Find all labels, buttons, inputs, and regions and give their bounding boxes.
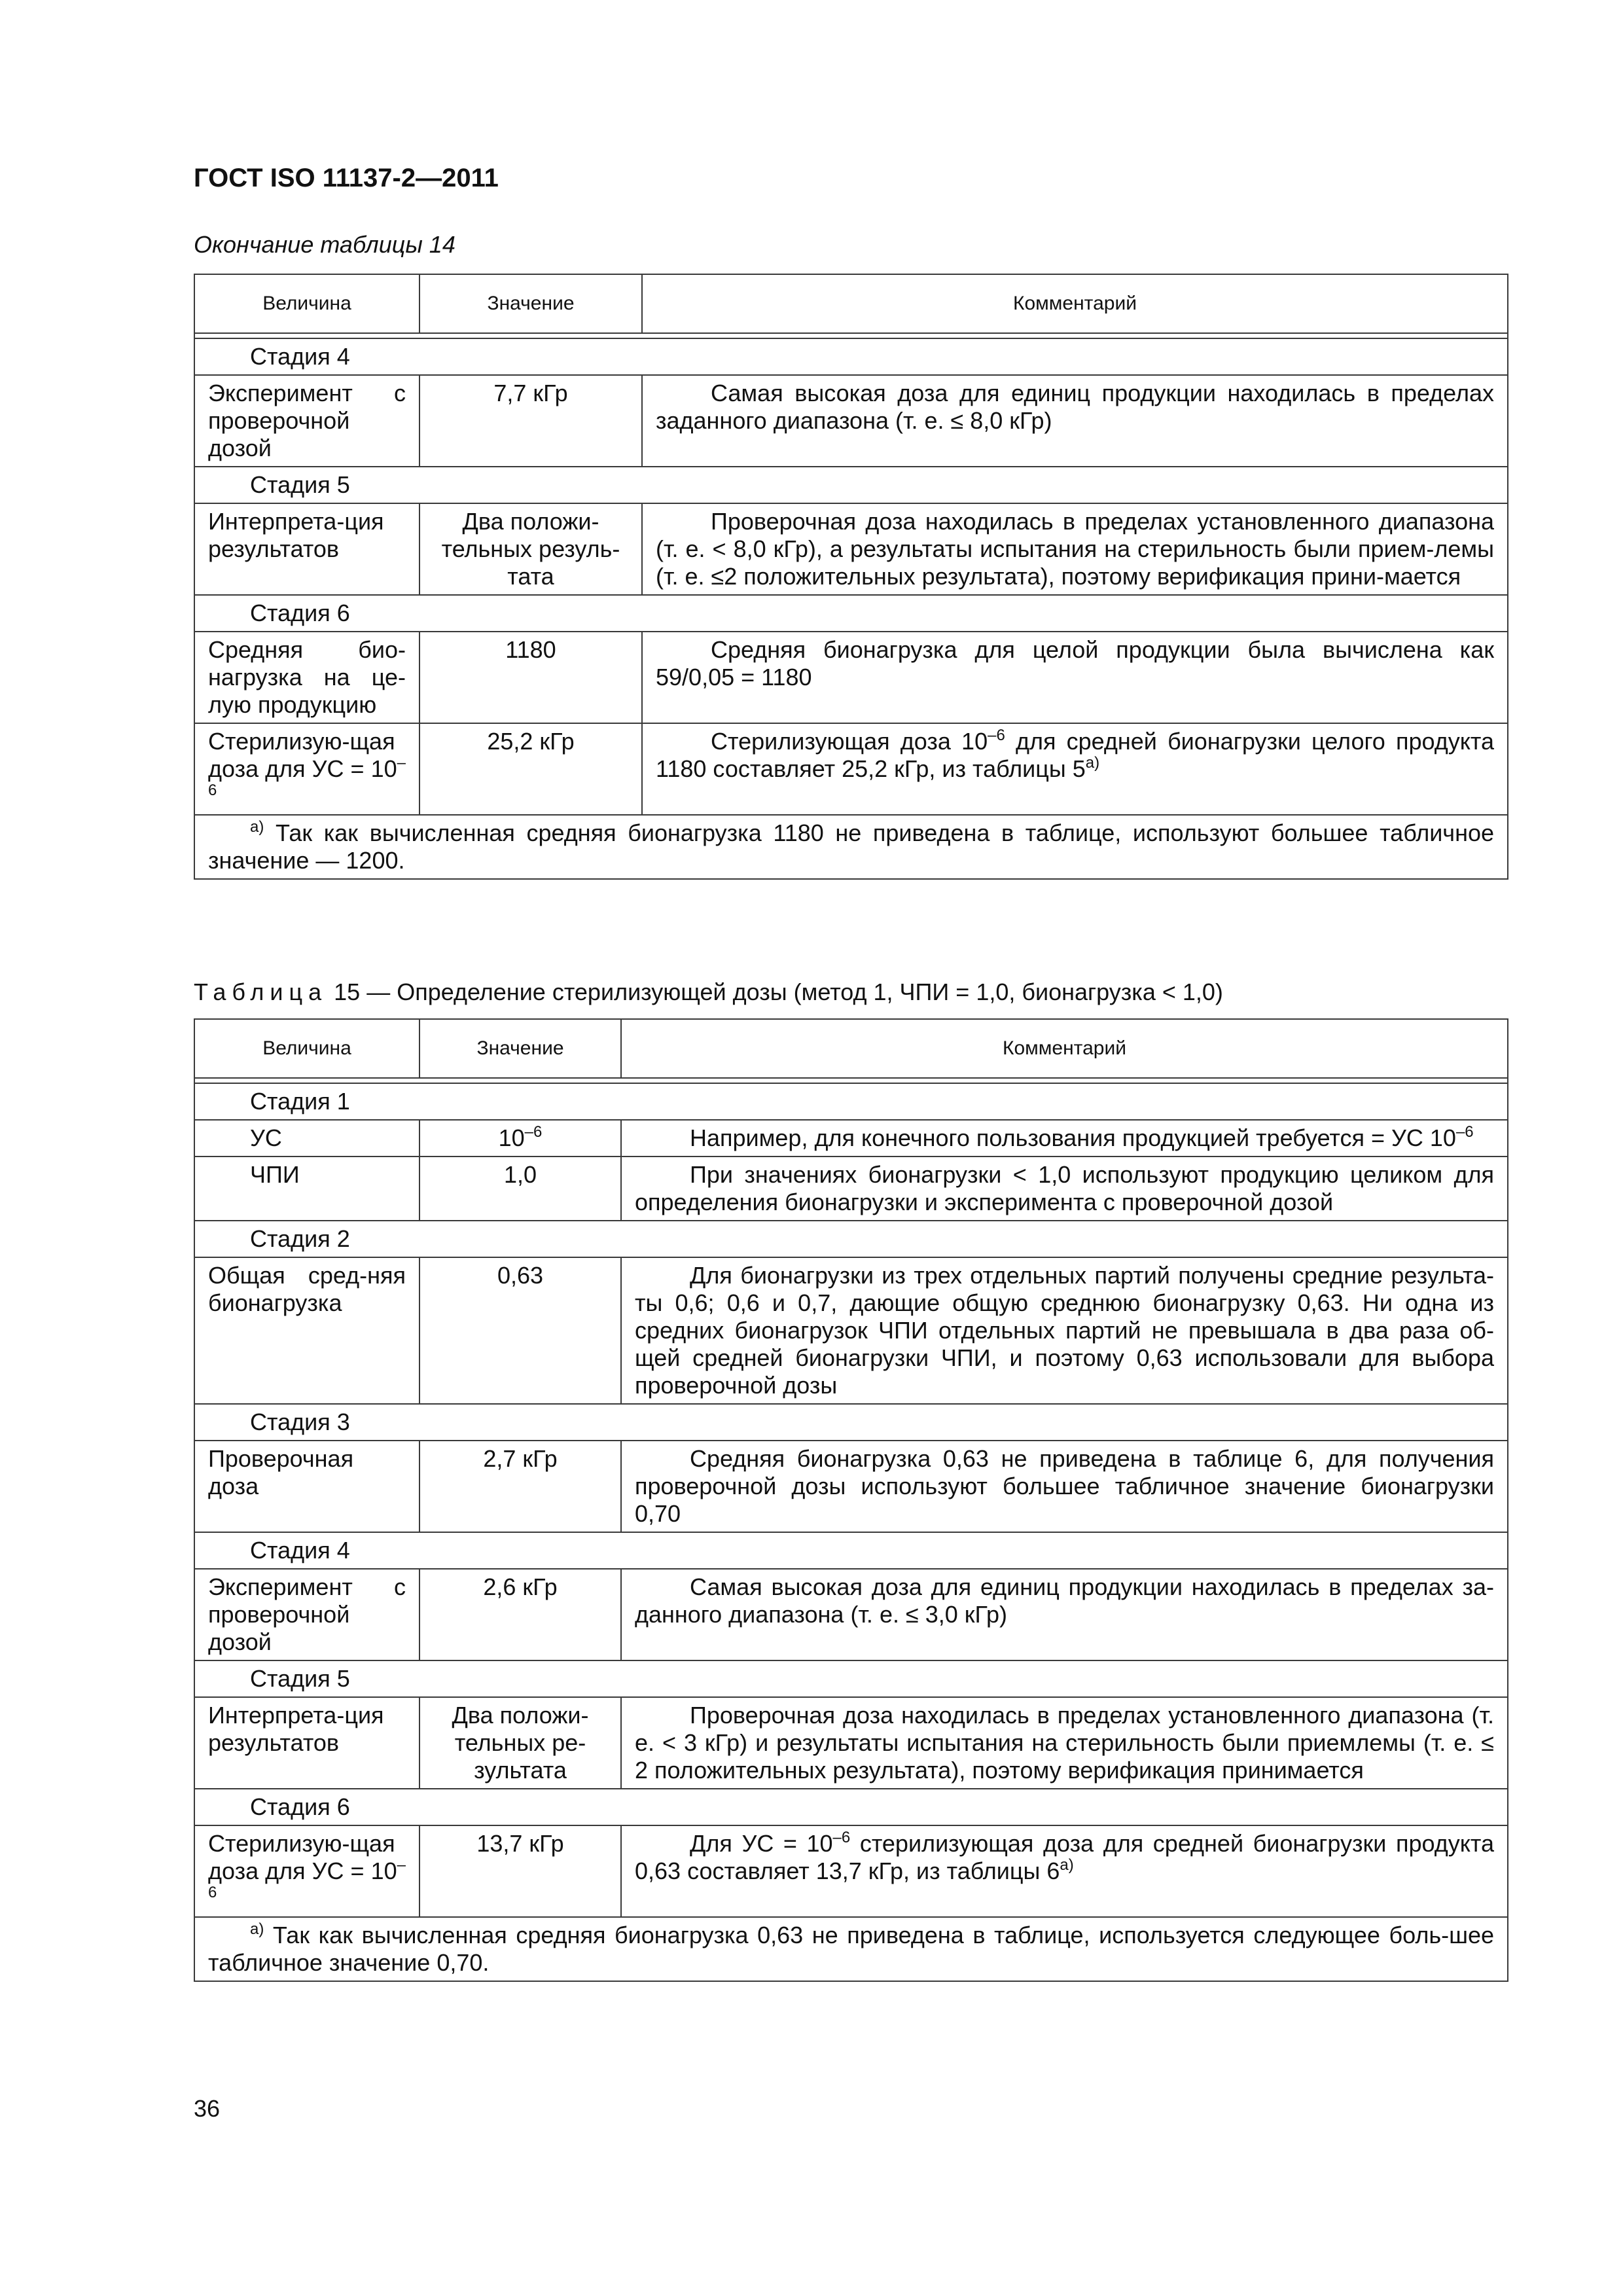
stage-label: Стадия 1 xyxy=(194,1083,1508,1120)
column-header-value: Значение xyxy=(419,1019,621,1078)
stage-row xyxy=(194,467,1508,503)
comment-cell: При значениях бионагрузки < 1,0 используют продукцию целиком для определения бионагрузки и эксперимента с проверочной дозой xyxy=(621,1157,1508,1221)
value-cell: 0,63 xyxy=(419,1257,621,1404)
comment-cell xyxy=(621,1825,1508,1917)
value-cell: Два положи-тельных ре-зультата xyxy=(419,1697,621,1789)
quantity-cell: Средняя био-нагрузка на це-лую продукцию xyxy=(194,632,419,723)
table-row xyxy=(194,1257,1508,1404)
comment-cell: Самая высокая доза для единиц продукции находилась в пределах заданного диапазона (т. е. ≤ 8,0 кГр) xyxy=(642,375,1508,467)
exponent: –6 xyxy=(208,754,406,799)
value-cell: 7,7 кГр xyxy=(419,375,642,467)
column-header-comment: Комментарий xyxy=(621,1019,1508,1078)
value-cell: 2,7 кГр xyxy=(419,1441,621,1532)
stage-label: Стадия 6 xyxy=(194,595,1508,632)
value-cell: 2,6 кГр xyxy=(419,1569,621,1660)
value-cell: 25,2 кГр xyxy=(419,723,642,815)
footnote-text: Так как вычисленная средняя бионагрузка 1180 не приведена в таблице, используют большее табличное значение — 1200. xyxy=(208,819,1494,874)
comment-text: Например, для конечного пользования продукцией требуется = УС 10 xyxy=(690,1124,1456,1151)
exponent: –6 xyxy=(1455,1123,1474,1141)
column-header-quantity: Величина xyxy=(194,1019,419,1078)
comment-cell xyxy=(642,723,1508,815)
column-header-value: Значение xyxy=(419,274,642,333)
footnote-reference: а) xyxy=(1060,1856,1074,1874)
stage-row xyxy=(194,1083,1508,1120)
header-separator xyxy=(194,333,1508,338)
table-row xyxy=(194,375,1508,467)
stage-row xyxy=(194,1789,1508,1825)
table-header-row xyxy=(194,274,1508,333)
comment-cell: Проверочная доза находилась в пределах установленного диапазона (т. е. < 3 кГр) и результаты испытания на стерильность были приемлемы (т. е. ≤ 2 положительных результата), поэтому верификация принимается xyxy=(621,1697,1508,1789)
exponent: –6 xyxy=(988,726,1005,744)
stage-row xyxy=(194,1532,1508,1569)
table-14 xyxy=(194,274,1508,880)
stage-label: Стадия 3 xyxy=(194,1404,1508,1441)
table-row xyxy=(194,1441,1508,1532)
value-cell: 1,0 xyxy=(419,1157,621,1221)
table-row xyxy=(194,1825,1508,1917)
quantity-cell: Эксперимент с проверочной дозой xyxy=(194,1569,419,1660)
document-code-header: ГОСТ ISO 11137-2—2011 xyxy=(194,164,499,192)
comment-cell: Средняя бионагрузка для целой продукции была вычислена как 59/0,05 = 1180 xyxy=(642,632,1508,723)
table-row xyxy=(194,1120,1508,1157)
quantity-cell: Интерпрета-ция результатов xyxy=(194,503,419,595)
table-row xyxy=(194,1569,1508,1660)
comment-text: Для УС = 10 xyxy=(690,1830,833,1857)
table-label: Таблица xyxy=(194,978,328,1005)
stage-label: Стадия 4 xyxy=(194,1532,1508,1569)
footnote-cell xyxy=(194,1917,1508,1981)
quantity-cell: Эксперимент с проверочной дозой xyxy=(194,375,419,467)
footnote-row xyxy=(194,815,1508,879)
stage-row xyxy=(194,1404,1508,1441)
table-title: 15 — Определение стерилизующей дозы (метод 1, ЧПИ = 1,0, бионагрузка < 1,0) xyxy=(327,978,1223,1005)
comment-cell: Для бионагрузки из трех отдельных партий получены средние результа-ты 0,6; 0,6 и 0,7, дающие общую среднюю бионагрузку 0,63. Ни одна из средних бионагрузок ЧПИ отдельных партий не превышала в два раза об-щей средней бионагрузки ЧПИ, и поэтому 0,63 использовали для выбора проверочной дозы xyxy=(621,1257,1508,1404)
table-15 xyxy=(194,1018,1508,1982)
table-14-continuation-caption: Окончание таблицы 14 xyxy=(194,231,455,258)
table-row xyxy=(194,632,1508,723)
value-cell: Два положи-тельных резуль-тата xyxy=(419,503,642,595)
quantity-cell: ЧПИ xyxy=(194,1157,419,1221)
value-cell xyxy=(419,1120,621,1157)
table-header-row xyxy=(194,1019,1508,1078)
quantity-cell: Проверочная доза xyxy=(194,1441,419,1532)
quantity-cell xyxy=(194,1825,419,1917)
stage-row xyxy=(194,1660,1508,1697)
stage-label: Стадия 6 xyxy=(194,1789,1508,1825)
stage-label: Стадия 5 xyxy=(194,467,1508,503)
footnote-cell xyxy=(194,815,1508,879)
comment-cell xyxy=(621,1120,1508,1157)
value-cell: 1180 xyxy=(419,632,642,723)
comment-cell: Самая высокая доза для единиц продукции находилась в пределах за-данного диапазона (т. е. ≤ 3,0 кГр) xyxy=(621,1569,1508,1660)
table-row xyxy=(194,723,1508,815)
value-cell: 13,7 кГр xyxy=(419,1825,621,1917)
comment-text: для средней бионагрузки целого продукта 1180 составляет 25,2 кГр, из таблицы 5 xyxy=(656,728,1494,782)
column-header-quantity: Величина xyxy=(194,274,419,333)
column-header-comment: Комментарий xyxy=(642,274,1508,333)
value-text: 10 xyxy=(498,1124,525,1151)
table-row xyxy=(194,1157,1508,1221)
quantity-text: Стерилизую-щая доза для УС = 10 xyxy=(208,1830,397,1884)
comment-cell: Проверочная доза находилась в пределах установленного диапазона (т. е. < 8,0 кГр), а результаты испытания на стерильность были прием-лемы (т. е. ≤2 положительных результата), поэтому верификация прини-мается xyxy=(642,503,1508,595)
footnote-row xyxy=(194,1917,1508,1981)
footnote-mark: а) xyxy=(250,1920,264,1938)
comment-text: стерилизующая доза для средней бионагрузки продукта 0,63 составляет 13,7 кГр, из таблицы 6 xyxy=(635,1830,1494,1884)
exponent: –6 xyxy=(208,1856,406,1901)
stage-row xyxy=(194,338,1508,375)
exponent: –6 xyxy=(524,1123,543,1141)
page-number: 36 xyxy=(194,2095,221,2122)
stage-label: Стадия 2 xyxy=(194,1221,1508,1257)
exponent: –6 xyxy=(832,1829,851,1846)
table-row xyxy=(194,1697,1508,1789)
stage-row xyxy=(194,595,1508,632)
table-15-caption xyxy=(194,978,1223,1007)
quantity-cell: УС xyxy=(194,1120,419,1157)
quantity-cell: Общая сред-няя бионагрузка xyxy=(194,1257,419,1404)
quantity-cell xyxy=(194,723,419,815)
footnote-text: Так как вычисленная средняя бионагрузка 0,63 не приведена в таблице, используется следующее боль-шее табличное значение 0,70. xyxy=(208,1922,1494,1976)
header-separator xyxy=(194,1078,1508,1083)
stage-label: Стадия 5 xyxy=(194,1660,1508,1697)
stage-row xyxy=(194,1221,1508,1257)
comment-text: Стерилизующая доза 10 xyxy=(711,728,988,755)
footnote-mark: а) xyxy=(250,818,264,836)
footnote-reference: а) xyxy=(1085,754,1100,772)
stage-label: Стадия 4 xyxy=(194,338,1508,375)
quantity-text: Стерилизую-щая доза для УС = 10 xyxy=(208,728,397,782)
quantity-cell: Интерпрета-ция результатов xyxy=(194,1697,419,1789)
table-row xyxy=(194,503,1508,595)
comment-cell: Средняя бионагрузка 0,63 не приведена в таблице 6, для получения проверочной дозы используют большее табличное значение бионагрузки 0,70 xyxy=(621,1441,1508,1532)
